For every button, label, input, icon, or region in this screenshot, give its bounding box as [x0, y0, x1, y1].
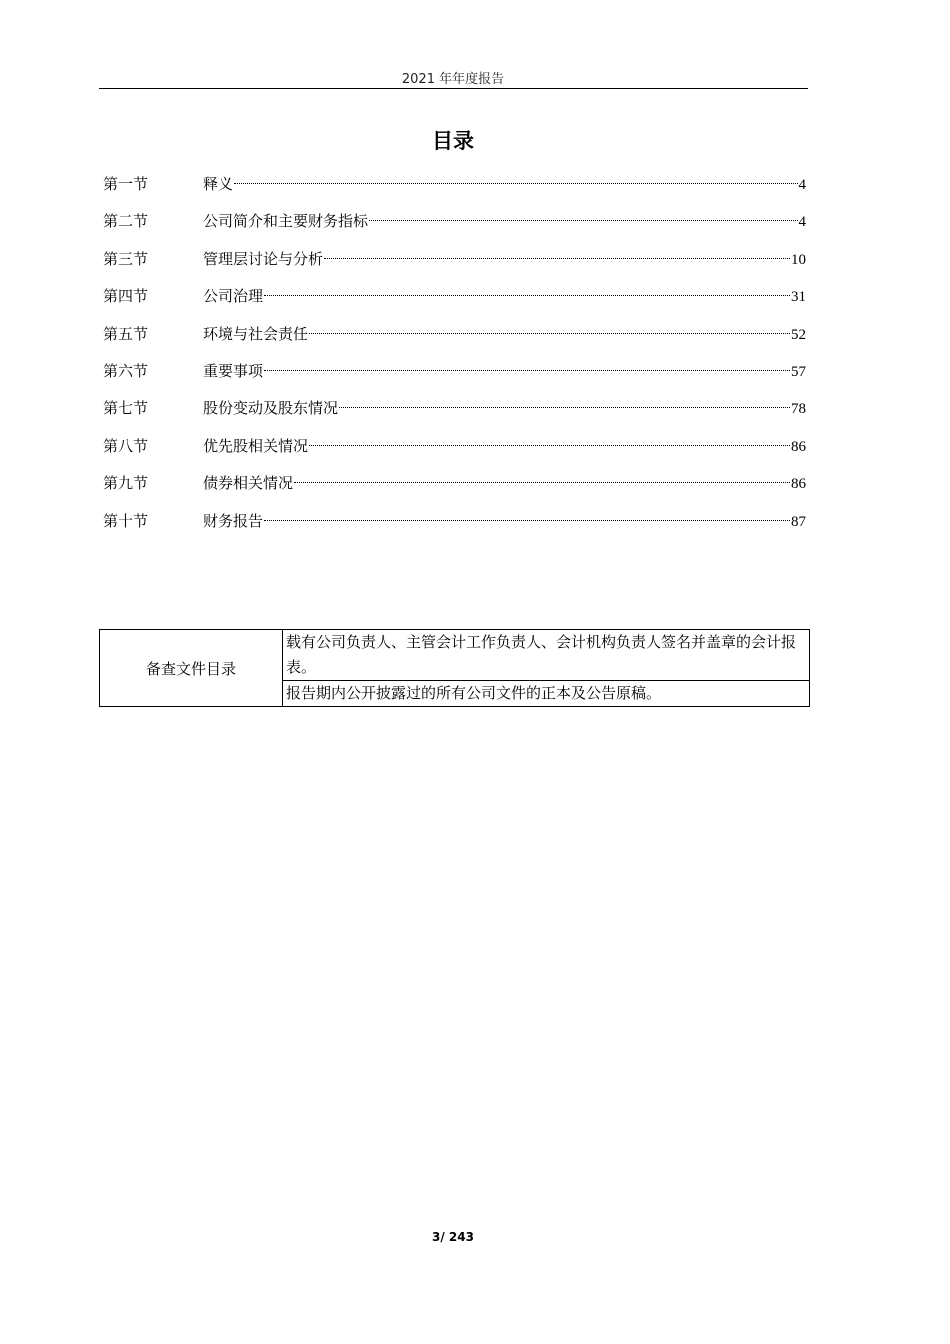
reference-documents-table — [99, 629, 810, 707]
toc-page-number: 52 — [791, 326, 806, 343]
toc-page-number: 10 — [791, 251, 806, 268]
reference-documents-label: 备查文件目录 — [100, 630, 283, 707]
toc-section-title: 优先股相关情况 — [203, 436, 309, 455]
toc-section-number: 第二节 — [103, 212, 149, 231]
toc-dot-leader — [234, 183, 797, 184]
toc-section-number: 第十节 — [103, 511, 149, 530]
toc-entry[interactable] — [103, 390, 806, 427]
toc-page-number: 31 — [791, 289, 806, 306]
toc-entry[interactable] — [103, 316, 806, 353]
toc-section-number: 第九节 — [103, 474, 149, 493]
table-row — [100, 630, 810, 681]
toc-dot-leader — [309, 333, 790, 334]
toc-section-number: 第五节 — [103, 324, 149, 343]
toc-section-title: 债券相关情况 — [203, 474, 294, 493]
toc-entry[interactable] — [103, 353, 806, 390]
report-header-title: 2021 年年度报告 — [401, 72, 505, 87]
toc-dot-leader — [309, 445, 790, 446]
toc-section-number: 第七节 — [103, 399, 149, 418]
toc-entry[interactable] — [103, 241, 806, 278]
toc-page-number: 4 — [798, 177, 806, 193]
toc-page-number: 86 — [791, 476, 806, 493]
toc-section-number: 第四节 — [103, 287, 149, 306]
header-divider — [99, 88, 808, 89]
reference-document-item: 载有公司负责人、主管会计工作负责人、会计机构负责人签名并盖章的会计报表。 — [283, 630, 810, 681]
toc-entry[interactable] — [103, 203, 806, 240]
toc-section-title: 公司治理 — [203, 287, 264, 306]
reference-document-item: 报告期内公开披露过的所有公司文件的正本及公告原稿。 — [283, 681, 810, 707]
toc-dot-leader — [264, 520, 790, 521]
toc-section-number: 第六节 — [103, 361, 149, 380]
toc-section-number: 第一节 — [103, 175, 149, 193]
toc-dot-leader — [324, 258, 790, 259]
toc-entry[interactable] — [103, 166, 806, 203]
toc-page-number: 57 — [791, 363, 806, 380]
toc-page-number: 87 — [791, 513, 806, 530]
toc-dot-leader — [294, 482, 790, 483]
toc-dot-leader — [369, 220, 797, 221]
toc-section-title: 财务报告 — [203, 511, 264, 530]
toc-section-number: 第三节 — [103, 249, 149, 268]
toc-title: 目录 — [432, 129, 474, 153]
toc-entry[interactable] — [103, 503, 806, 540]
toc-entry[interactable] — [103, 428, 806, 465]
toc-section-title: 管理层讨论与分析 — [203, 249, 324, 268]
toc-section-title: 释义 — [203, 175, 234, 193]
toc-dot-leader — [264, 370, 790, 371]
toc-section-number: 第八节 — [103, 436, 149, 455]
toc-dot-leader — [264, 295, 790, 296]
toc-section-title: 股份变动及股东情况 — [203, 399, 339, 418]
toc-dot-leader — [339, 407, 790, 408]
toc-page-number: 78 — [791, 401, 806, 418]
toc-section-title: 公司简介和主要财务指标 — [203, 212, 369, 231]
page-number: 3/ 243 — [432, 1230, 474, 1244]
toc-entry[interactable] — [103, 465, 806, 502]
toc-page-number: 4 — [798, 214, 806, 231]
table-of-contents — [103, 166, 806, 540]
toc-section-title: 重要事项 — [203, 361, 264, 380]
toc-section-title: 环境与社会责任 — [203, 324, 309, 343]
toc-page-number: 86 — [791, 438, 806, 455]
toc-entry[interactable] — [103, 278, 806, 315]
